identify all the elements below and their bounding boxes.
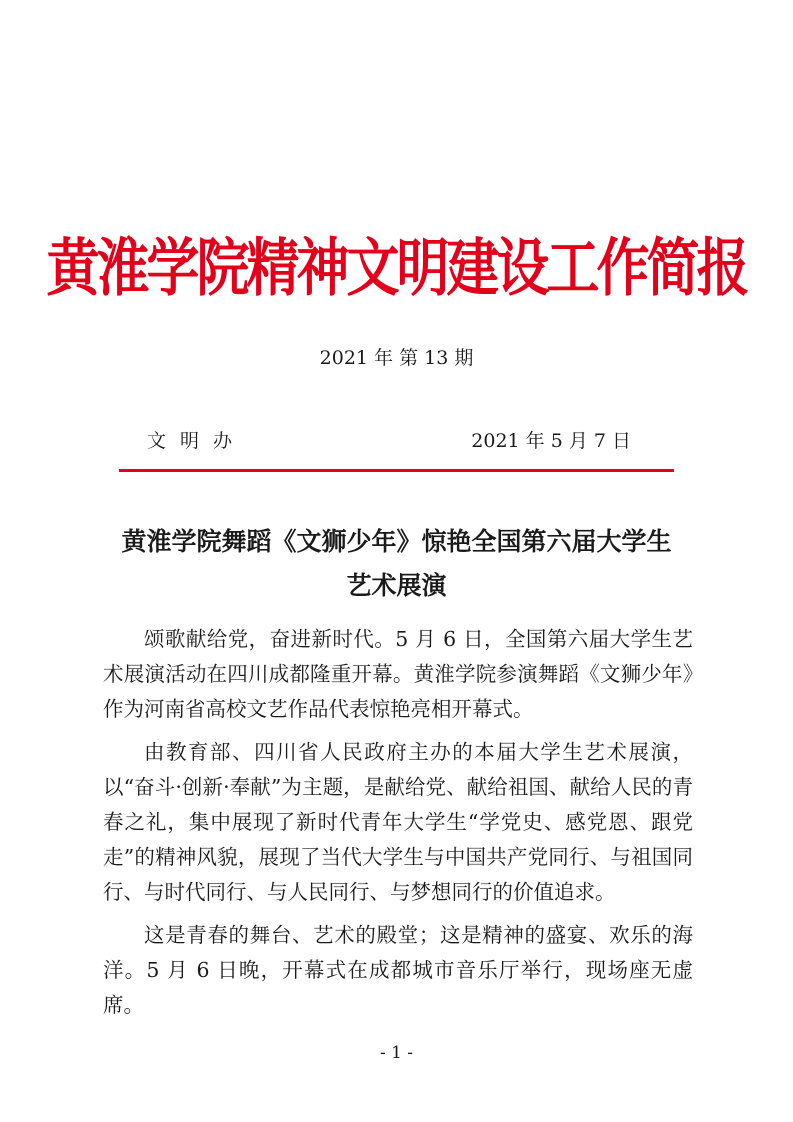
page-number: - 1 - <box>379 1043 414 1063</box>
issuer: 文明办 <box>147 430 247 452</box>
headline-line-1: 黄淮学院舞蹈《文狮少年》惊艳全国第六届大学生 <box>121 527 672 556</box>
masthead-title: 黄淮学院精神文明建设工作简报 <box>46 232 747 305</box>
red-divider <box>119 469 674 472</box>
article-headline <box>90 520 703 608</box>
paragraph-3: 这是青春的舞台、艺术的殿堂；这是精神的盛宴、欢乐的海洋。5 月 6 日晚，开幕式在成都城市音乐厅举行，现场座无虚席。 <box>103 923 693 1017</box>
paragraph-2: 由教育部、四川省人民政府主办的本届大学生艺术展演，以“奋斗·创新·奉献”为主题，是献给党、献给祖国、献给人民的青春之礼，集中展现了新时代青年大学生“学党史、感党恩、跟党走”的精神风貌，展现了当代大学生与中国共产党同行、与祖国同行、与时代同行、与人民同行、与梦想同行的价值追求。 <box>103 740 693 904</box>
article-body <box>103 622 693 1031</box>
meta-row <box>0 425 793 457</box>
publish-date: 2021 年 5 月 7 日 <box>471 430 631 452</box>
issue-number: 2021 年 第 13 期 <box>319 347 474 369</box>
paragraph-1: 颂歌献给党，奋进新时代。5 月 6 日，全国第六届大学生艺术展演活动在四川成都隆重开幕。黄淮学院参演舞蹈《文狮少年》作为河南省高校文艺作品代表惊艳亮相开幕式。 <box>103 627 693 721</box>
headline-line-2: 艺术展演 <box>346 571 447 600</box>
